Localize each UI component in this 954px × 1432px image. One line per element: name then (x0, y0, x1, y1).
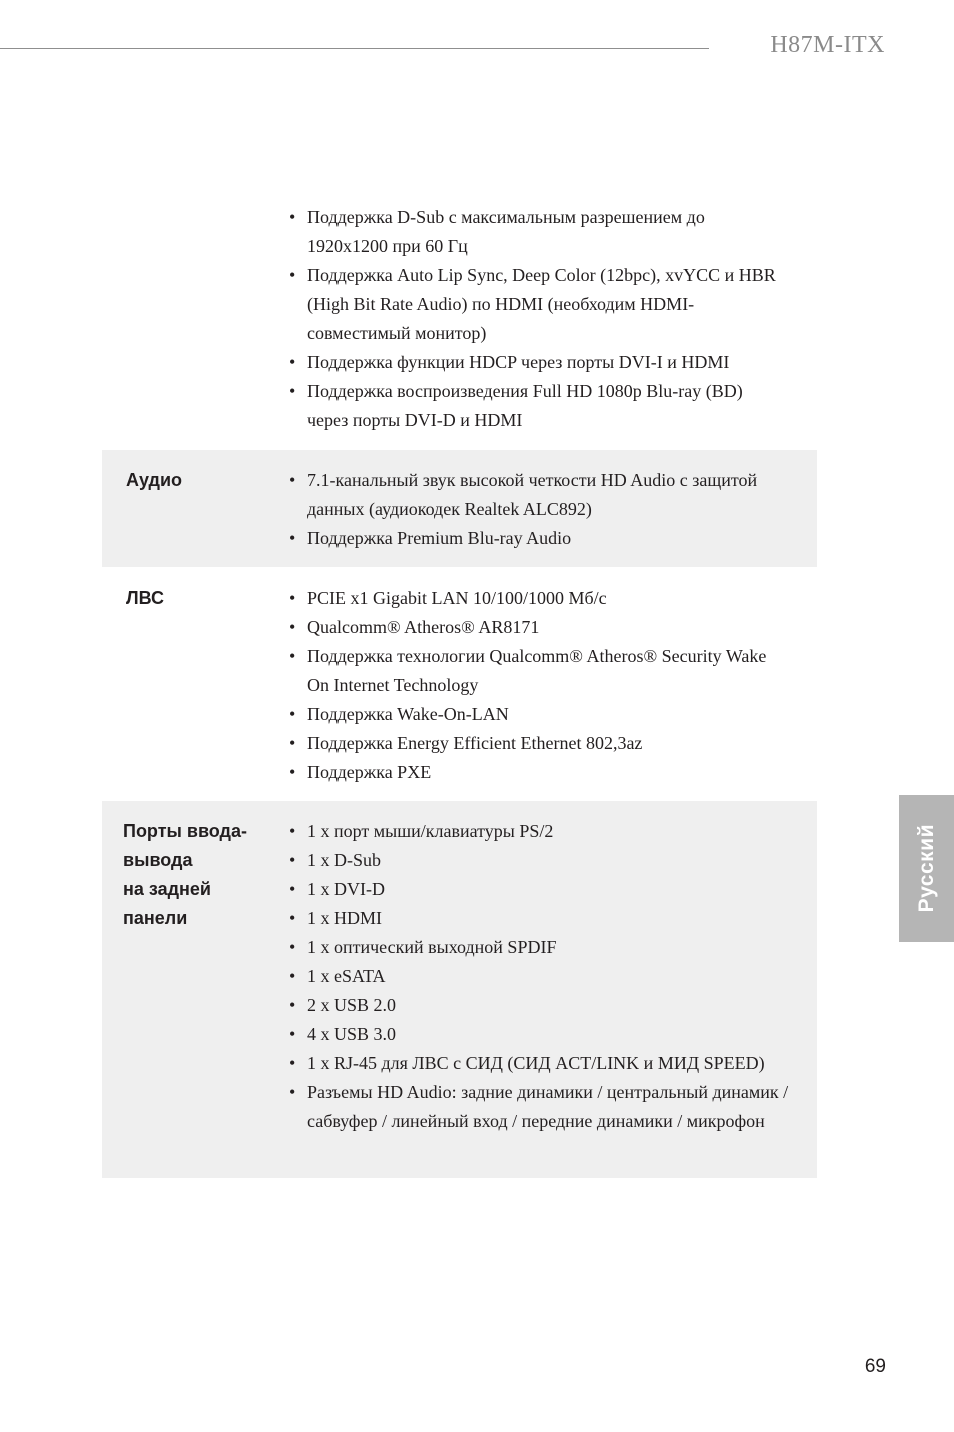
row-label-line: панели (123, 908, 188, 928)
list-item: • Поддержка Energy Efficient Ethernet 802,3az (307, 729, 817, 758)
list-item: • Поддержка Auto Lip Sync, Deep Color (12bpc), xvYCC и HBR (High Bit Rate Audio) по HDMI (необходим HDMI-совместимый монитор) (307, 261, 777, 348)
row-label-line: Порты ввода- (123, 821, 247, 841)
bullet-list-video (102, 200, 817, 435)
list-item: • Поддержка технологии Qualcomm® Atheros® Security Wake On Internet Technology (307, 642, 787, 700)
language-tab[interactable] (899, 795, 954, 942)
list-item: • Поддержка Premium Blu-ray Audio (307, 524, 817, 553)
list-item: • 2 x USB 2.0 (307, 991, 817, 1020)
list-item: • Поддержка функции HDCP через порты DVI-I и HDMI (307, 348, 817, 377)
bullet-list-audio (102, 450, 817, 553)
spec-row-audio (102, 450, 817, 567)
header-rule (0, 48, 709, 49)
list-item: • Разъемы HD Audio: задние динамики / центральный динамик / сабвуфер / линейный вход / передние динамики / микрофон (307, 1078, 792, 1136)
spec-table (102, 200, 817, 1178)
list-item: • 1 x eSATA (307, 962, 817, 991)
language-tab-label: Русский (914, 824, 938, 913)
list-item: • PCIE x1 Gigabit LAN 10/100/1000 Мб/с (307, 584, 817, 613)
spec-row-lan (102, 567, 817, 801)
list-item: • Поддержка D-Sub с максимальным разрешением до 1920x1200 при 60 Гц (307, 203, 747, 261)
list-item: • Поддержка PXE (307, 758, 817, 787)
model-name: H87M-ITX (770, 32, 885, 58)
list-item: • 1 x HDMI (307, 904, 817, 933)
bullet-list-lan (102, 567, 817, 787)
list-item: • Поддержка воспроизведения Full HD 1080p Blu-ray (BD) через порты DVI-D и HDMI (307, 377, 777, 435)
list-item: • 1 x DVI-D (307, 875, 817, 904)
list-item: • 1 x порт мыши/клавиатуры PS/2 (307, 817, 817, 846)
row-label-lan: ЛВС (126, 588, 164, 608)
page-number: 69 (864, 1356, 886, 1377)
list-item: • 1 x RJ-45 для ЛВС с СИД (СИД ACT/LINK и МИД SPEED) (307, 1049, 817, 1078)
row-label-line: на задней (123, 879, 211, 899)
spec-row-video-continued (102, 200, 817, 450)
list-item: • 7.1-канальный звук высокой четкости HD Audio с защитой данных (аудиокодек Realtek ALC892) (307, 466, 797, 524)
row-label-rear-io (123, 817, 247, 933)
list-item: • 4 x USB 3.0 (307, 1020, 817, 1049)
row-label-line: вывода (123, 850, 193, 870)
list-item: • Поддержка Wake-On-LAN (307, 700, 817, 729)
list-item: • 1 x D-Sub (307, 846, 817, 875)
row-label-audio: Аудио (126, 470, 183, 490)
list-item: • 1 x оптический выходной SPDIF (307, 933, 817, 962)
spec-row-rear-io (102, 801, 817, 1178)
list-item: • Qualcomm® Atheros® AR8171 (307, 613, 817, 642)
